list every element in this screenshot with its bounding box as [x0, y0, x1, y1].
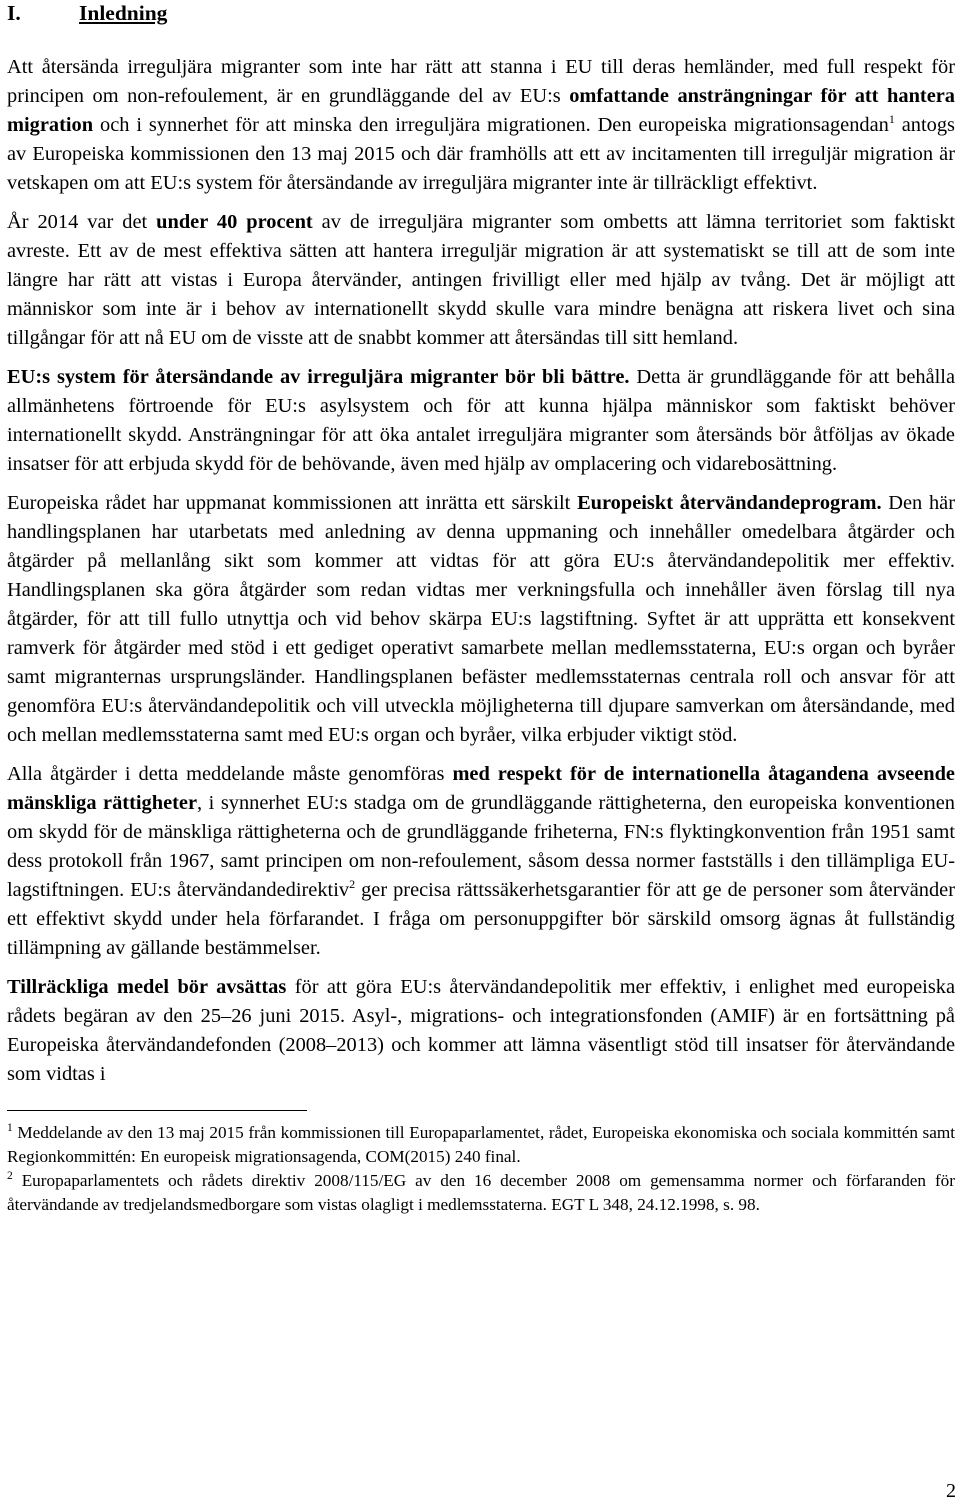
page-number: 2	[946, 1480, 956, 1502]
paragraph-text: för att göra EU:s återvändandepolitik mer effektiv, i enlighet med europeiska rådets begäran av den 25–26 juni 2015. Asyl-, migrations- och integrationsfonden (AMIF) är en fortsättning på Europeiska återvändandefonden (2008–2013) och kommer att lämna väsentligt stöd till insatser för återvändande som vidtas i	[7, 976, 955, 1085]
paragraph-text: Den här handlingsplanen har utarbetats med anledning av denna uppmaning och innehåller omedelbara åtgärder och åtgärder på mellanlång sikt som kommer att vidtas för att göra EU:s återvändandepolitik mer effektiv. Handlingsplanen ska göra åtgärder som redan vidtas mer verkningsfulla och innehåller även förslag till nya åtgärder, för att till fullo utnyttja och vid behov skärpa EU:s lagstiftning. Syftet är att upprätta ett konsekvent ramverk för åtgärder med stöd i ett gediget operativt samarbete mellan medlemsstaterna, EU:s organ och byråer samt migranternas ursprungsländer. Handlingsplanen befäster medlemsstaternas centrala roll och ansvar för att genomföra EU:s återvändandepolitik och vill utveckla möjligheterna till djupare samverkan om återsändande, med och mellan medlemsstaterna samt med EU:s organ och byråer, vilka erbjuder viktigt stöd.	[7, 492, 955, 746]
section-title: Inledning	[79, 1, 168, 25]
footnote	[7, 1121, 955, 1169]
paragraph-text: Att återsända irreguljära migranter som inte har rätt att stanna i EU till deras hemländer, med full respekt för principen om non-refoulement, är en grundläggande del av EU:s	[7, 56, 955, 107]
paragraph-text: av de irreguljära migranter som ombetts att lämna territoriet som faktiskt avreste. Ett av de mest effektiva sätten att hantera irreguljär migration är att systematiskt se till att de som inte längre har rätt att vistas i Europa återvänder, antingen frivilligt eller med hjälp av tvång. Det är möjligt att människor som inte är i behov av internationellt skydd skulle vara mindre benägna att riskera livet och sina tillgångar för att nå EU om de visste att de snabbt kommer att återsändas till sitt hemland.	[7, 211, 955, 349]
emphasized-text: EU:s system för återsändande av irreguljära migranter bör bli bättre.	[7, 366, 630, 388]
body-paragraph	[7, 760, 955, 963]
section-heading	[7, 0, 955, 26]
footnote-separator	[7, 1110, 307, 1111]
footnote-text: Europaparlamentets och rådets direktiv 2008/115/EG av den 16 december 2008 om gemensamma normer och förfaranden för återvändande av tredjelandsmedborgare som vistas olagligt i medlemsstaterna. EGT L 348, 24.12.1998, s. 98.	[7, 1171, 955, 1214]
footnotes	[7, 1121, 955, 1217]
paragraph-text: antogs av Europeiska kommissionen den 13 maj 2015 och där framhölls att ett av incitamenten till irreguljär migration är vetskapen om att EU:s system för återsändande av irreguljära migranter inte är tillräckligt effektivt.	[7, 114, 955, 194]
paragraph-text: ger precisa rättssäkerhetsgarantier för att ge de personer som återvänder ett effektivt skydd under hela förfarandet. I fråga om personuppgifter bör särskild omsorg ägnas åt fullständig tillämpning av gällande bestämmelser.	[7, 879, 955, 959]
emphasized-text: omfattande ansträngningar för att hantera migration	[7, 85, 955, 136]
footnote-number: 1	[7, 1122, 13, 1134]
footnote-reference: 1	[888, 112, 895, 126]
emphasized-text: med respekt för de internationella åtagandena avseende mänskliga rättigheter	[7, 763, 955, 814]
footnote	[7, 1169, 955, 1217]
footnote-reference: 2	[349, 877, 356, 891]
paragraph-text: Alla åtgärder i detta meddelande måste genomföras	[7, 763, 453, 785]
document-page	[7, 0, 955, 1217]
emphasized-text: under 40 procent	[156, 211, 313, 233]
paragraph-text: , i synnerhet EU:s stadga om de grundläggande rättigheterna, den europeiska konventionen om skydd för de mänskliga rättigheterna och de grundläggande friheterna, FN:s flyktingkonvention från 1951 samt dess protokoll från 1967, samt principen om non-refoulement, såsom dessa normer fastställs i den tillämpliga EU-lagstiftningen. EU:s återvändandedirektiv	[7, 792, 955, 901]
emphasized-text: Tillräckliga medel bör avsättas	[7, 976, 287, 998]
section-number: I.	[7, 1, 21, 25]
paragraph-text: År 2014 var det	[7, 211, 157, 233]
body-paragraph	[7, 489, 955, 750]
emphasized-text: Europeiskt återvändandeprogram.	[577, 492, 882, 514]
paragraph-text: Europeiska rådet har uppmanat kommissionen att inrätta ett särskilt	[7, 492, 578, 514]
paragraph-text: och i synnerhet för att minska den irreguljära migrationen. Den europeiska migrationsagendan	[93, 114, 889, 136]
body-text	[7, 53, 955, 1089]
body-paragraph	[7, 53, 955, 198]
footnote-number: 2	[7, 1170, 13, 1182]
footnote-text: Meddelande av den 13 maj 2015 från kommissionen till Europaparlamentet, rådet, Europeiska ekonomiska och sociala kommittén samt Regionkommittén: En europeisk migrationsagenda, COM(2015) 240 final.	[7, 1123, 955, 1166]
paragraph-text: Detta är grundläggande för att behålla allmänhetens förtroende för EU:s asylsystem och för att kunna hjälpa människor som faktiskt behöver internationellt skydd. Ansträngningar för att öka antalet irreguljära migranter som återsänds bör åtföljas av ökade insatser för att erbjuda skydd för de behövande, även med hjälp av omplacering och vidarebosättning.	[7, 366, 956, 475]
body-paragraph	[7, 973, 955, 1089]
body-paragraph	[7, 363, 955, 479]
body-paragraph	[7, 208, 955, 353]
